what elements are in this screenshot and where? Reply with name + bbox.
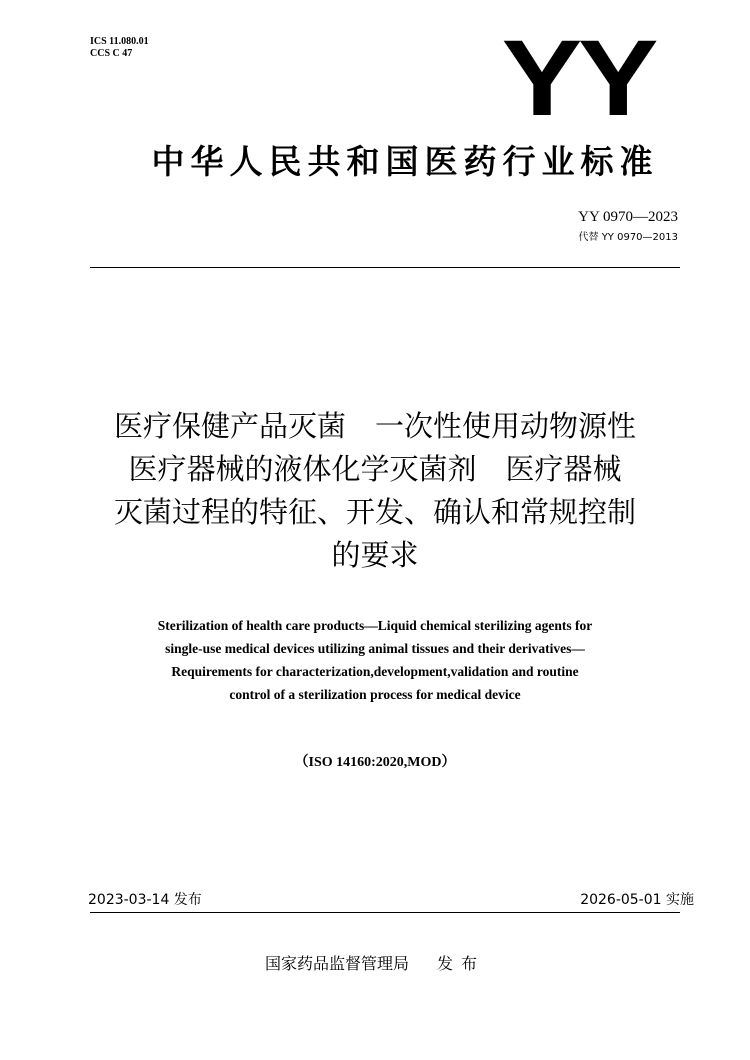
replaces-standard: 代替 YY 0970—2013 <box>578 232 678 243</box>
english-title-line: Requirements for characterization,development,validation and routine <box>171 664 579 679</box>
publisher-name: 国家药品监督管理局 <box>264 954 409 973</box>
standard-number: YY 0970—2023 <box>578 209 678 225</box>
iso-reference: （ISO 14160:2020,MOD） <box>294 755 456 770</box>
chinese-title-line: 的要求 <box>331 538 419 572</box>
classification-codes <box>90 36 149 60</box>
publisher-line <box>0 954 750 974</box>
bottom-divider <box>90 912 680 913</box>
standard-category-title: 中华人民共和国医药行业标准 <box>151 142 659 181</box>
yy-logo: YY <box>501 17 654 138</box>
english-title-line: control of a sterilization process for medical device <box>229 687 521 702</box>
chinese-title-line: 灭菌过程的特征、开发、确认和常规控制 <box>113 495 636 529</box>
publisher-action: 发布 <box>437 954 486 973</box>
publish-date: 2023-03-14 发布 <box>88 892 202 908</box>
chinese-title <box>40 405 710 577</box>
english-title <box>60 614 690 706</box>
chinese-title-line: 医疗器械的液体化学灭菌剂 医疗器械 <box>128 452 622 486</box>
standard-number-block <box>578 208 678 245</box>
english-title-line: single-use medical devices utilizing animal tissues and their derivatives— <box>165 641 585 656</box>
english-title-line: Sterilization of health care products—Liquid chemical sterilizing agents for <box>157 618 593 633</box>
top-divider <box>90 267 680 268</box>
ccs-code: CCS C 47 <box>90 48 133 59</box>
ics-code: ICS 11.080.01 <box>90 36 149 47</box>
chinese-title-line: 医疗保健产品灭菌 一次性使用动物源性 <box>113 409 636 443</box>
implement-date: 2026-05-01 实施 <box>580 892 694 908</box>
